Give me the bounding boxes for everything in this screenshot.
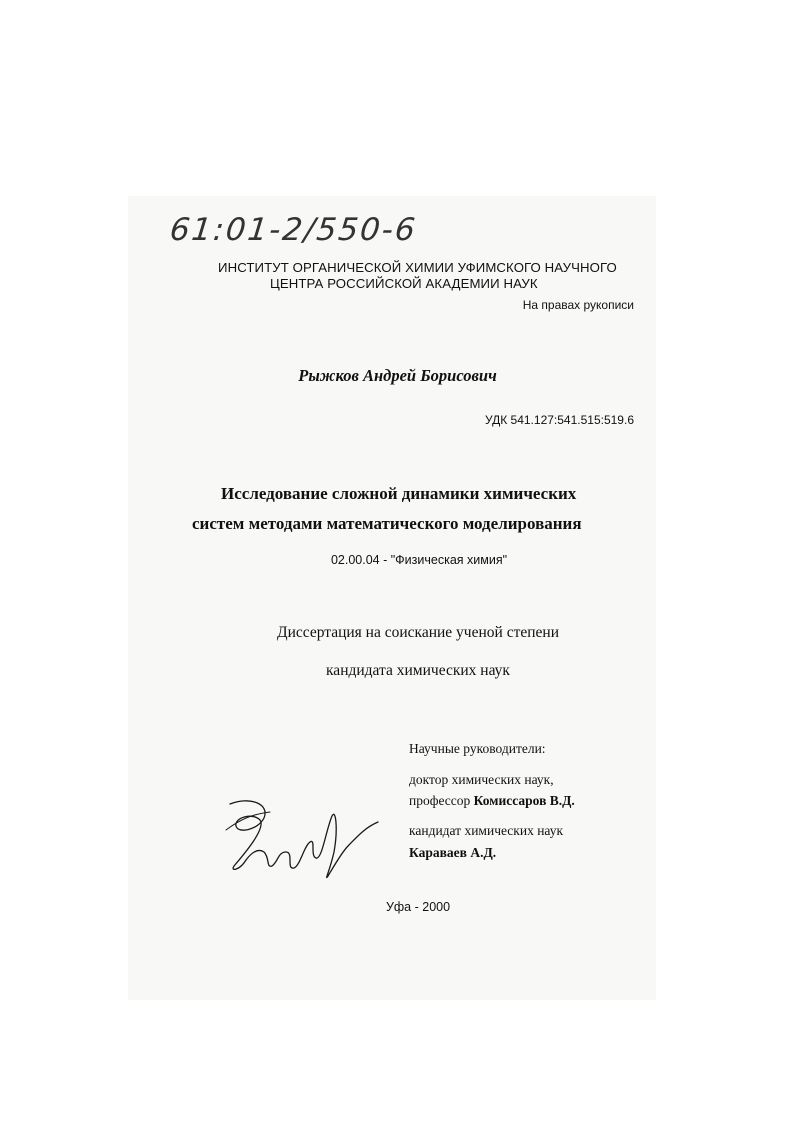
degree-line-1: Диссертация на соискание ученой степени: [277, 624, 559, 641]
supervisor-1-position: профессор: [409, 793, 471, 808]
institute-line-2: ЦЕНТРА РОССИЙСКОЙ АКАДЕМИИ НАУК: [270, 276, 538, 291]
rights-note: На правах рукописи: [522, 298, 634, 312]
institute-line-1: ИНСТИТУТ ОРГАНИЧЕСКОЙ ХИМИИ УФИМСКОГО НАУЧНОГО: [218, 260, 617, 275]
degree-line-2: кандидата химических наук: [326, 662, 510, 679]
supervisors-heading: Научные руководители:: [409, 741, 546, 756]
supervisor-2-title: кандидат химических наук: [409, 823, 564, 838]
archive-number: 61:01-2/550-6: [168, 212, 419, 248]
specialty: 02.00.04 - "Физическая химия": [330, 553, 508, 567]
supervisor-1-name: Комиссаров В.Д.: [473, 793, 575, 808]
supervisor-1-line: [409, 793, 575, 809]
supervisor-1-title: доктор химических наук,: [409, 772, 554, 787]
author-name: Рыжков Андрей Борисович: [298, 366, 497, 385]
title-line-2: систем методами математического моделирования: [192, 514, 582, 533]
title-line-1: Исследование сложной динамики химических: [221, 484, 577, 503]
supervisor-2-name: Караваев А.Д.: [409, 845, 497, 860]
city-year: Уфа - 2000: [385, 900, 451, 914]
udk-code: УДК 541.127:541.515:519.6: [485, 413, 634, 427]
handwritten-signature: [224, 790, 384, 886]
scanned-page: [128, 196, 656, 1000]
